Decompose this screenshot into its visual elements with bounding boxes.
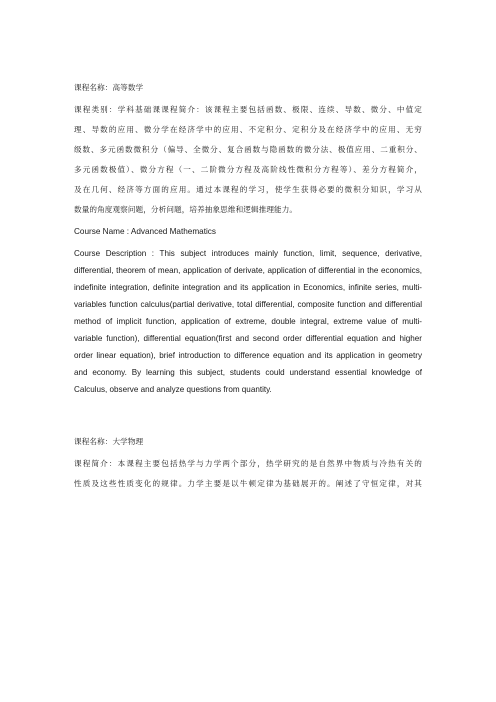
course1-cn-desc-line: 多元函数极值）、微分方程（一、二阶微分方程及高阶线性微积分方程等）、差分方程简介， <box>74 165 422 174</box>
course1-cn-title: 课程名称：高等数学 <box>74 83 144 92</box>
course1-cn-desc-line: 理、导数的应用、微分学在经济学中的应用、不定积分、定积分及在经济学中的应用、无穷 <box>74 125 422 134</box>
course2-cn-title: 课程名称：大学物理 <box>74 437 144 446</box>
course2-cn-description <box>74 454 422 494</box>
course1-en-description: Course Description : This subject introduces mainly function, limit, sequence, derivative, differential, theorem of mean, application of derivate, application of differential in the economics, indefinite integration, definite integration and its application in Economics, infinite series, multi-variables function calculus(partial derivative, total differential, composite function and differential method of implicit function, application of extreme, double integral, extreme value of multi-variable function), differential equation(first and second order differential equation and higher order linear equation), brief introduction to difference equation and its application in geometry and economy. By learning this subject, students could understand essential knowledge of Calculus, observe and analyze questions from quantity. <box>74 249 422 394</box>
course1-cn-desc-line: 及在几何、经济等方面的应用。通过本课程的学习，使学生获得必要的微积分知识，学习从 <box>74 185 422 194</box>
course1-cn-description <box>74 100 422 220</box>
course1-cn-desc-line: 课程类别：学科基础课课程简介：该课程主要包括函数、极限、连续、导数、微分、中值定 <box>74 105 422 114</box>
section-spacer <box>74 398 422 432</box>
course2-cn-desc-line: 性质及这些性质变化的规律。力学主要是以牛顿定律为基础展开的。阐述了守恒定律，对其 <box>74 479 422 488</box>
document-page <box>74 78 422 494</box>
course1-cn-desc-line: 级数、多元函数微积分（偏导、全微分、复合函数与隐函数的微分法、极值应用、二重积分、 <box>74 145 422 154</box>
course2-cn-desc-line: 课程简介：本课程主要包括热学与力学两个部分，热学研究的是自然界中物质与冷热有关的 <box>74 459 422 468</box>
course1-en-title: Course Name : Advanced Mathematics <box>74 227 216 236</box>
course1-cn-desc-line: 数量的角度观察问题，分析问题，培养抽象思维和逻辑推理能力。 <box>74 205 298 214</box>
